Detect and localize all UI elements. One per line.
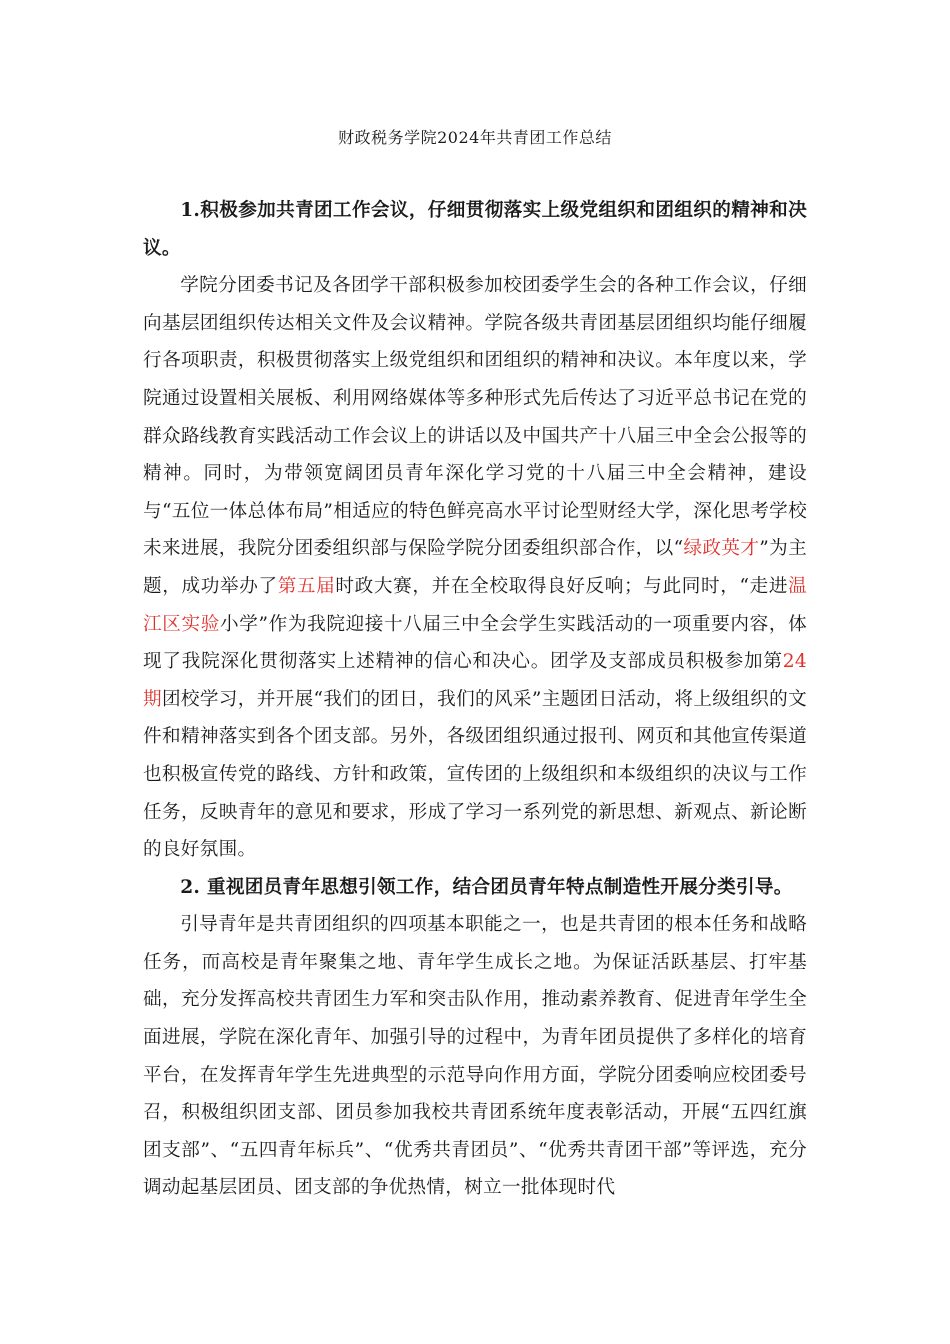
section-1-text-e: 团校学习，并开展“我们的团日，我们的风采”主题团日活动，将上级组织的文件和精神落实到各个团支部。另外，各级团组织通过报刊、网页和其他宣传渠道也积极宣传党的路线、方针和政策，宣传团的上级组织和本级组织的决议与工作任务，反映青年的意见和要求，形成了学习一系列党的新思想、新观点、新论断的良好氛围。 bbox=[143, 688, 807, 861]
section-1-paragraph bbox=[143, 267, 807, 869]
section-2-heading: 2. 重视团员青年思想引领工作，结合团员青年特点制造性开展分类引导。 bbox=[180, 876, 793, 898]
highlight-edition: 第五届 bbox=[277, 575, 336, 597]
section-1-text-c: 时政大赛，并在全校取得良好反响；与此同时，“走进 bbox=[335, 575, 789, 597]
highlight-theme: 绿政英才 bbox=[683, 538, 760, 560]
section-1-text-d: 小学”作为我院迎接十八届三中全会学生实践活动的一项重要内容，体现了我院深化贯彻落实上述精神的信心和决心。团学及支部成员积极参加第 bbox=[143, 613, 807, 673]
section-1-text-a: 学院分团委书记及各团学干部积极参加校团委学生会的各种工作会议，仔细向基层团组织传达相关文件及会议精神。学院各级共青团基层团组织均能仔细履行各项职责，积极贯彻落实上级党组织和团组织的精神和决议。本年度以来，学院通过设置相关展板、利用网络媒体等多种形式先后传达了习近平总书记在党的群众路线教育实践活动工作会议上的讲话以及中国共产十八届三中全会公报等的精神。同时，为带领宽阔团员青年深化学习党的十八届三中全会精神，建设与“五位一体总体布局”相适应的特色鲜亮高水平讨论型财经大学，深化思考学校未来进展，我院分团委组织部与保险学院分团委组织部合作，以“ bbox=[143, 275, 807, 560]
document-title: 财政税务学院2024年共青团工作总结 bbox=[338, 128, 612, 147]
highlight-school: 温江区实验 bbox=[143, 575, 807, 635]
document-body bbox=[143, 192, 807, 1207]
highlight-term: 24期 bbox=[143, 651, 807, 710]
section-1-text-b: ”为主题，成功举办了 bbox=[143, 538, 807, 597]
section-2-paragraph: 引导青年是共青团组织的四项基本职能之一，也是共青团的根本任务和战略任务，而高校是青年聚集之地、青年学生成长之地。为保证活跃基层、打牢基础，充分发挥高校共青团生力军和突击队作用，推动素养教育、促进青年学生全面进展，学院在深化青年、加强引导的过程中，为青年团员提供了多样化的培育平台，在发挥青年学生先进典型的示范导向作用方面，学院分团委响应校团委号召，积极组织团支部、团员参加我校共青团系统年度表彰活动，开展“五四红旗团支部”、“五四青年标兵”、“优秀共青团员”、“优秀共青团干部”等评选，充分调动起基层团员、团支部的争优热情，树立一批体现时代 bbox=[143, 914, 807, 1199]
section-1-heading: 1.积极参加共青团工作会议，仔细贯彻落实上级党组织和团组织的精神和决议。 bbox=[143, 200, 807, 259]
